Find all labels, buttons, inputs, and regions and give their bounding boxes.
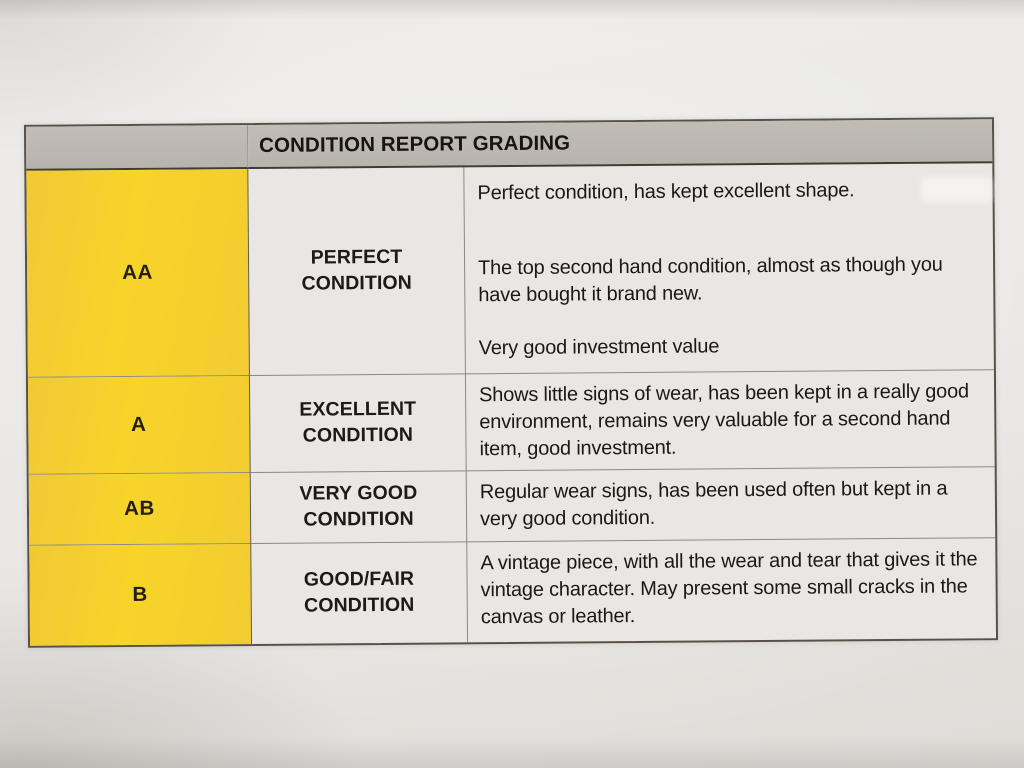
grade-cell-b — [29, 544, 252, 646]
condition-label: PERFECT CONDITION — [301, 245, 412, 295]
description-paragraph: Perfect condition, has kept excellent shape. — [477, 179, 855, 205]
grade-cell-aa — [26, 169, 250, 378]
grade-cell-ab — [29, 473, 252, 546]
condition-cell-very-good — [251, 471, 468, 544]
table-title: CONDITION REPORT GRADING — [248, 119, 992, 169]
description-paragraph: Regular wear signs, has been used often but kept in a very good condition. — [479, 477, 948, 531]
description-paragraph: The top second hand condition, almost as though you have bought it brand new. — [478, 253, 943, 307]
grade-label: B — [132, 582, 148, 606]
description-paragraph: A vintage piece, with all the wear and tear that gives it the vintage character. May present some small cracks in the canvas or leather. — [480, 548, 978, 629]
grade-label: AA — [122, 260, 154, 285]
description-cell-perfect — [464, 163, 994, 374]
condition-label: VERY GOOD CONDITION — [299, 481, 418, 531]
condition-cell-good-fair — [251, 542, 468, 644]
condition-label: GOOD/FAIR CONDITION — [303, 567, 415, 617]
header-corner-cell — [26, 125, 248, 171]
description-paragraph: Shows little signs of wear, has been kept in a really good environment, remains very valuable for a second hand item, good investment. — [479, 380, 969, 461]
condition-label: EXCELLENT CONDITION — [299, 397, 417, 447]
description-cell-good-fair — [467, 538, 996, 642]
description-cell-very-good — [467, 467, 996, 542]
description-paragraph: Very good investment value — [478, 335, 720, 360]
grade-label: A — [131, 412, 147, 436]
condition-cell-perfect — [248, 167, 466, 376]
condition-grading-table — [24, 117, 998, 648]
condition-cell-excellent — [250, 374, 467, 473]
description-cell-excellent — [466, 370, 995, 471]
grade-cell-a — [28, 376, 251, 475]
grade-label: AB — [123, 496, 155, 521]
